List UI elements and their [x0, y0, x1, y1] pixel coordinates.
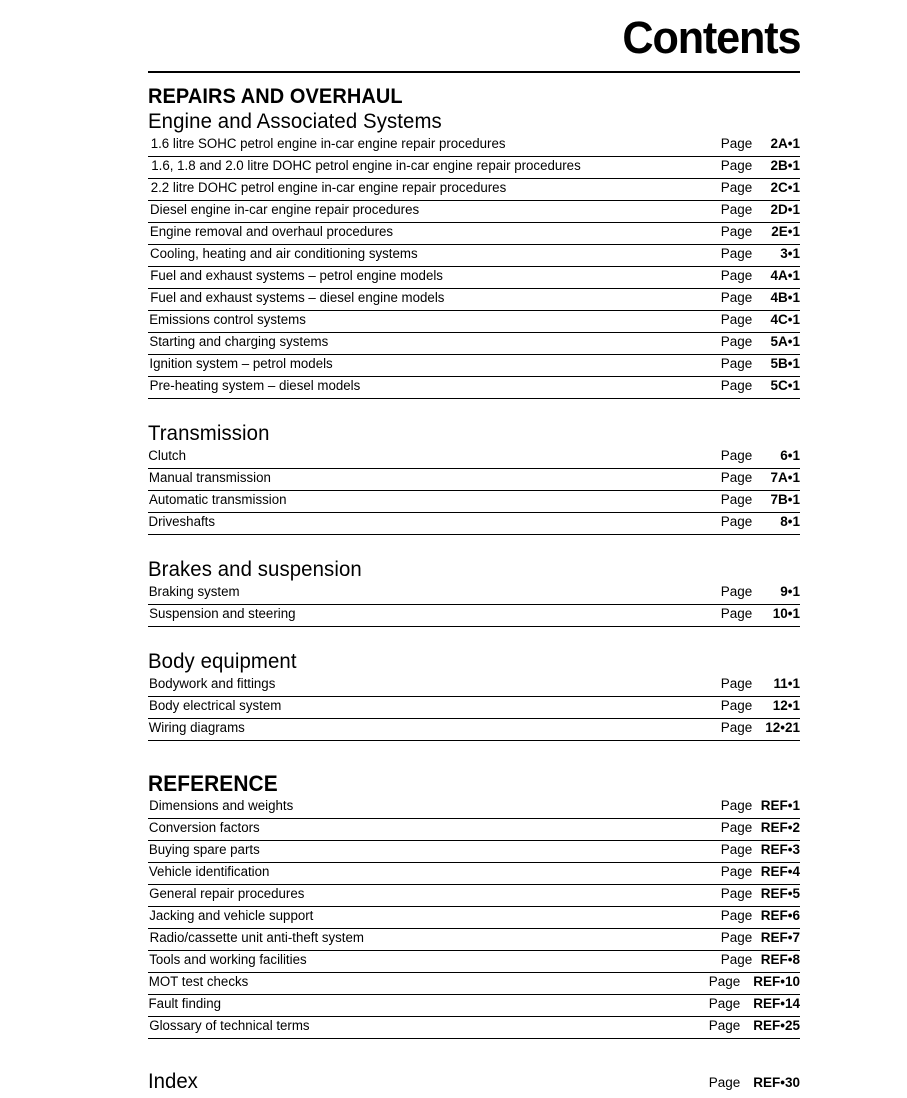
spacer	[148, 1039, 800, 1069]
toc-page-number: REF•10	[753, 974, 800, 989]
toc-list-reference-entries	[148, 797, 800, 1039]
toc-row[interactable]	[148, 819, 800, 841]
spacer	[148, 741, 800, 771]
toc-entry-title: Manual transmission	[148, 470, 271, 485]
section-heading-brakes-and-suspension: Brakes and suspension	[148, 558, 362, 581]
toc-row[interactable]	[148, 267, 800, 289]
toc-page-number: REF•6	[760, 908, 800, 923]
toc-entry-title: Tools and working facilities	[149, 952, 307, 967]
toc-page-number: 7B•1	[770, 492, 800, 507]
index-label: Index	[148, 1070, 198, 1093]
toc-row[interactable]	[148, 1017, 800, 1039]
toc-page-number: REF•5	[760, 886, 800, 901]
toc-page-reference	[707, 355, 800, 373]
toc-row[interactable]	[148, 605, 800, 627]
toc-entry-title: Cooling, heating and air conditioning systems	[150, 246, 418, 261]
index-page-reference	[709, 1074, 800, 1095]
toc-page-word: Page	[720, 356, 753, 371]
index-page-number: REF•30	[753, 1075, 800, 1090]
toc-row[interactable]	[148, 885, 800, 907]
toc-entry-title: MOT test checks	[148, 974, 249, 989]
contents-body	[148, 84, 800, 1098]
toc-entry-title: Starting and charging systems	[149, 334, 329, 349]
toc-row[interactable]	[148, 697, 800, 719]
toc-page-word: Page	[720, 202, 753, 217]
toc-page-word: Page	[720, 720, 753, 735]
toc-row[interactable]	[148, 157, 800, 179]
spacer	[148, 627, 800, 649]
toc-page-word: Page	[708, 996, 741, 1011]
toc-page-number: REF•1	[760, 798, 800, 813]
toc-row[interactable]	[148, 469, 800, 491]
toc-entry-title: Emissions control systems	[149, 312, 306, 327]
toc-page-word: Page	[720, 246, 753, 261]
toc-page-reference	[707, 311, 800, 329]
toc-page-word: Page	[720, 224, 753, 239]
toc-page-reference	[707, 491, 800, 509]
toc-page-reference	[695, 973, 800, 991]
toc-page-word: Page	[708, 974, 741, 989]
spacer	[148, 399, 800, 421]
toc-page-reference	[707, 929, 800, 947]
toc-page-word: Page	[720, 180, 753, 195]
toc-entry-title: Fuel and exhaust systems – diesel engine models	[150, 290, 445, 305]
toc-page-word: Page	[720, 930, 753, 945]
toc-page-reference	[695, 995, 800, 1013]
toc-page-number: 11•1	[773, 676, 800, 691]
toc-page-word: Page	[720, 470, 753, 485]
toc-page-word: Page	[720, 312, 753, 327]
toc-page-number: REF•8	[760, 952, 800, 967]
toc-row[interactable]	[148, 223, 800, 245]
toc-page-reference	[707, 245, 800, 263]
toc-row[interactable]	[148, 951, 800, 973]
toc-page-number: 2D•1	[770, 202, 800, 217]
toc-page-reference	[707, 469, 800, 487]
toc-page-reference	[707, 797, 800, 815]
toc-page-reference	[707, 907, 800, 925]
toc-page-word: Page	[720, 820, 753, 835]
toc-page-word: Page	[720, 514, 753, 529]
toc-entry-title: 1.6, 1.8 and 2.0 litre DOHC petrol engine in-car engine repair procedures	[151, 158, 581, 173]
toc-page-reference	[707, 675, 800, 693]
section-heading-body-equipment: Body equipment	[148, 650, 297, 673]
part-heading-reference: REFERENCE	[148, 771, 278, 796]
toc-row[interactable]	[148, 245, 800, 267]
toc-entry-title: Fault finding	[148, 996, 221, 1011]
toc-entry-title: Engine removal and overhaul procedures	[149, 224, 394, 239]
toc-page-number: REF•2	[760, 820, 800, 835]
masthead	[148, 14, 800, 62]
toc-entry-title: Braking system	[148, 584, 240, 599]
toc-entry-title: 1.6 litre SOHC petrol engine in-car engine repair procedures	[150, 136, 506, 151]
toc-page-reference	[707, 819, 800, 837]
toc-row[interactable]	[148, 797, 800, 819]
toc-row[interactable]	[148, 355, 800, 377]
toc-row[interactable]	[148, 377, 800, 399]
toc-entry-title: Suspension and steering	[149, 606, 296, 621]
toc-list-brakes-and-suspension	[148, 583, 800, 627]
toc-row[interactable]	[148, 675, 800, 697]
toc-page-reference	[707, 885, 800, 903]
toc-entry-title: Fuel and exhaust systems – petrol engine models	[150, 268, 443, 283]
toc-entry-title: Driveshafts	[148, 514, 216, 529]
toc-page-reference	[707, 447, 800, 465]
toc-row[interactable]	[148, 135, 800, 157]
toc-row[interactable]	[148, 491, 800, 513]
toc-row[interactable]	[148, 995, 800, 1017]
toc-page-reference	[707, 697, 800, 715]
toc-row[interactable]	[148, 841, 800, 863]
toc-row[interactable]	[148, 513, 800, 535]
toc-page-word: Page	[720, 268, 753, 283]
toc-page-number: 5B•1	[770, 356, 800, 371]
toc-entry-title: Automatic transmission	[149, 492, 287, 507]
toc-page-number: 4C•1	[770, 312, 800, 327]
toc-page-number: 5C•1	[770, 378, 800, 393]
toc-row[interactable]	[148, 179, 800, 201]
toc-page-number: 3•1	[780, 246, 800, 261]
toc-row[interactable]	[148, 973, 800, 995]
toc-page-number: REF•3	[760, 842, 800, 857]
toc-entry-title: Body electrical system	[149, 698, 282, 713]
toc-page-number: 12•1	[772, 698, 800, 713]
toc-row[interactable]	[148, 907, 800, 929]
toc-list-transmission	[148, 447, 800, 535]
toc-entry-title: Buying spare parts	[148, 842, 260, 857]
toc-row[interactable]	[148, 311, 800, 333]
toc-page-word: Page	[720, 886, 753, 901]
toc-entry-title: Conversion factors	[148, 820, 260, 835]
toc-page-reference	[707, 377, 800, 395]
toc-entry-title: Jacking and vehicle support	[149, 908, 314, 923]
toc-page-word: Page	[720, 448, 753, 463]
toc-page-number: 2C•1	[770, 180, 800, 195]
toc-page-reference	[707, 605, 800, 623]
toc-page-word: Page	[720, 952, 753, 967]
toc-page-reference	[707, 157, 800, 175]
toc-page-number: REF•4	[760, 864, 800, 879]
toc-entry-title: Vehicle identification	[148, 864, 270, 879]
toc-entry-title: Radio/cassette unit anti-theft system	[149, 930, 364, 945]
toc-page-number: 12•21	[765, 720, 800, 735]
toc-page-reference	[695, 1017, 800, 1035]
toc-page-word: Page	[720, 492, 753, 507]
toc-page-number: 4B•1	[770, 290, 800, 305]
section-heading-engine-and-associated-systems: Engine and Associated Systems	[148, 110, 442, 133]
toc-entry-title: Pre-heating system – diesel models	[149, 378, 361, 393]
toc-page-word: Page	[720, 698, 753, 713]
toc-page-word: Page	[720, 606, 753, 621]
toc-page-word: Page	[708, 1018, 741, 1033]
toc-page-reference	[707, 223, 800, 241]
toc-row[interactable]	[148, 333, 800, 355]
toc-page-reference	[707, 583, 800, 601]
part-heading-repairs-and-overhaul: REPAIRS AND OVERHAUL	[148, 85, 403, 108]
toc-page-word: Page	[720, 378, 753, 393]
toc-entry-title: Dimensions and weights	[149, 798, 294, 813]
toc-page-reference	[707, 513, 800, 531]
toc-page-reference	[707, 841, 800, 859]
toc-page-word: Page	[720, 908, 753, 923]
toc-page-number: 5A•1	[770, 334, 800, 349]
toc-page-word: Page	[720, 842, 753, 857]
toc-row[interactable]	[148, 447, 800, 469]
toc-page-number: REF•7	[760, 930, 800, 945]
toc-page-number: 6•1	[780, 448, 800, 463]
toc-row[interactable]	[148, 583, 800, 605]
toc-page-reference	[707, 333, 800, 351]
toc-entry-title: 2.2 litre DOHC petrol engine in-car engine repair procedures	[150, 180, 507, 195]
toc-row[interactable]	[148, 289, 800, 311]
toc-page-number: 7A•1	[770, 470, 800, 485]
toc-entry-title: Wiring diagrams	[148, 720, 245, 735]
page-title: Contents	[622, 12, 800, 63]
toc-page-word: Page	[720, 158, 753, 173]
index-page-word: Page	[708, 1075, 741, 1090]
toc-page-number: 2B•1	[770, 158, 800, 173]
toc-page-reference	[707, 135, 800, 153]
toc-row[interactable]	[148, 201, 800, 223]
toc-row[interactable]	[148, 863, 800, 885]
toc-page-reference	[707, 719, 800, 737]
toc-page-number: REF•14	[753, 996, 800, 1011]
toc-page-word: Page	[720, 676, 753, 691]
toc-entry-title: Ignition system – petrol models	[149, 356, 333, 371]
toc-page-reference	[707, 267, 800, 285]
toc-page-reference	[707, 201, 800, 219]
toc-entry-title: Glossary of technical terms	[149, 1018, 310, 1033]
toc-list-body-equipment	[148, 675, 800, 741]
toc-page-number: 10•1	[772, 606, 800, 621]
toc-page-reference	[707, 951, 800, 969]
toc-entry-title: General repair procedures	[149, 886, 305, 901]
toc-page-number: 4A•1	[770, 268, 800, 283]
index-entry[interactable]	[148, 1069, 800, 1098]
toc-page-number: REF•25	[753, 1018, 800, 1033]
toc-page-reference	[707, 179, 800, 197]
toc-page-word: Page	[720, 290, 753, 305]
toc-page-word: Page	[720, 864, 753, 879]
toc-entry-title: Bodywork and fittings	[148, 676, 276, 691]
toc-row[interactable]	[148, 929, 800, 951]
masthead-divider	[148, 71, 800, 73]
toc-page-reference	[707, 863, 800, 881]
section-heading-transmission: Transmission	[148, 422, 270, 445]
toc-page-number: 8•1	[780, 514, 800, 529]
toc-page-number: 9•1	[780, 584, 800, 599]
toc-page-number: 2E•1	[771, 224, 800, 239]
toc-page-number: 2A•1	[770, 136, 800, 151]
toc-page-word: Page	[720, 334, 753, 349]
toc-list-engine-and-associated-systems	[148, 135, 800, 399]
toc-page-word: Page	[720, 798, 753, 813]
toc-entry-title: Clutch	[148, 448, 186, 463]
toc-page-word: Page	[720, 584, 753, 599]
toc-row[interactable]	[148, 719, 800, 741]
parts-container	[148, 84, 800, 1039]
toc-page-reference	[707, 289, 800, 307]
toc-entry-title: Diesel engine in-car engine repair procedures	[150, 202, 420, 217]
toc-page-word: Page	[720, 136, 753, 151]
spacer	[148, 535, 800, 557]
